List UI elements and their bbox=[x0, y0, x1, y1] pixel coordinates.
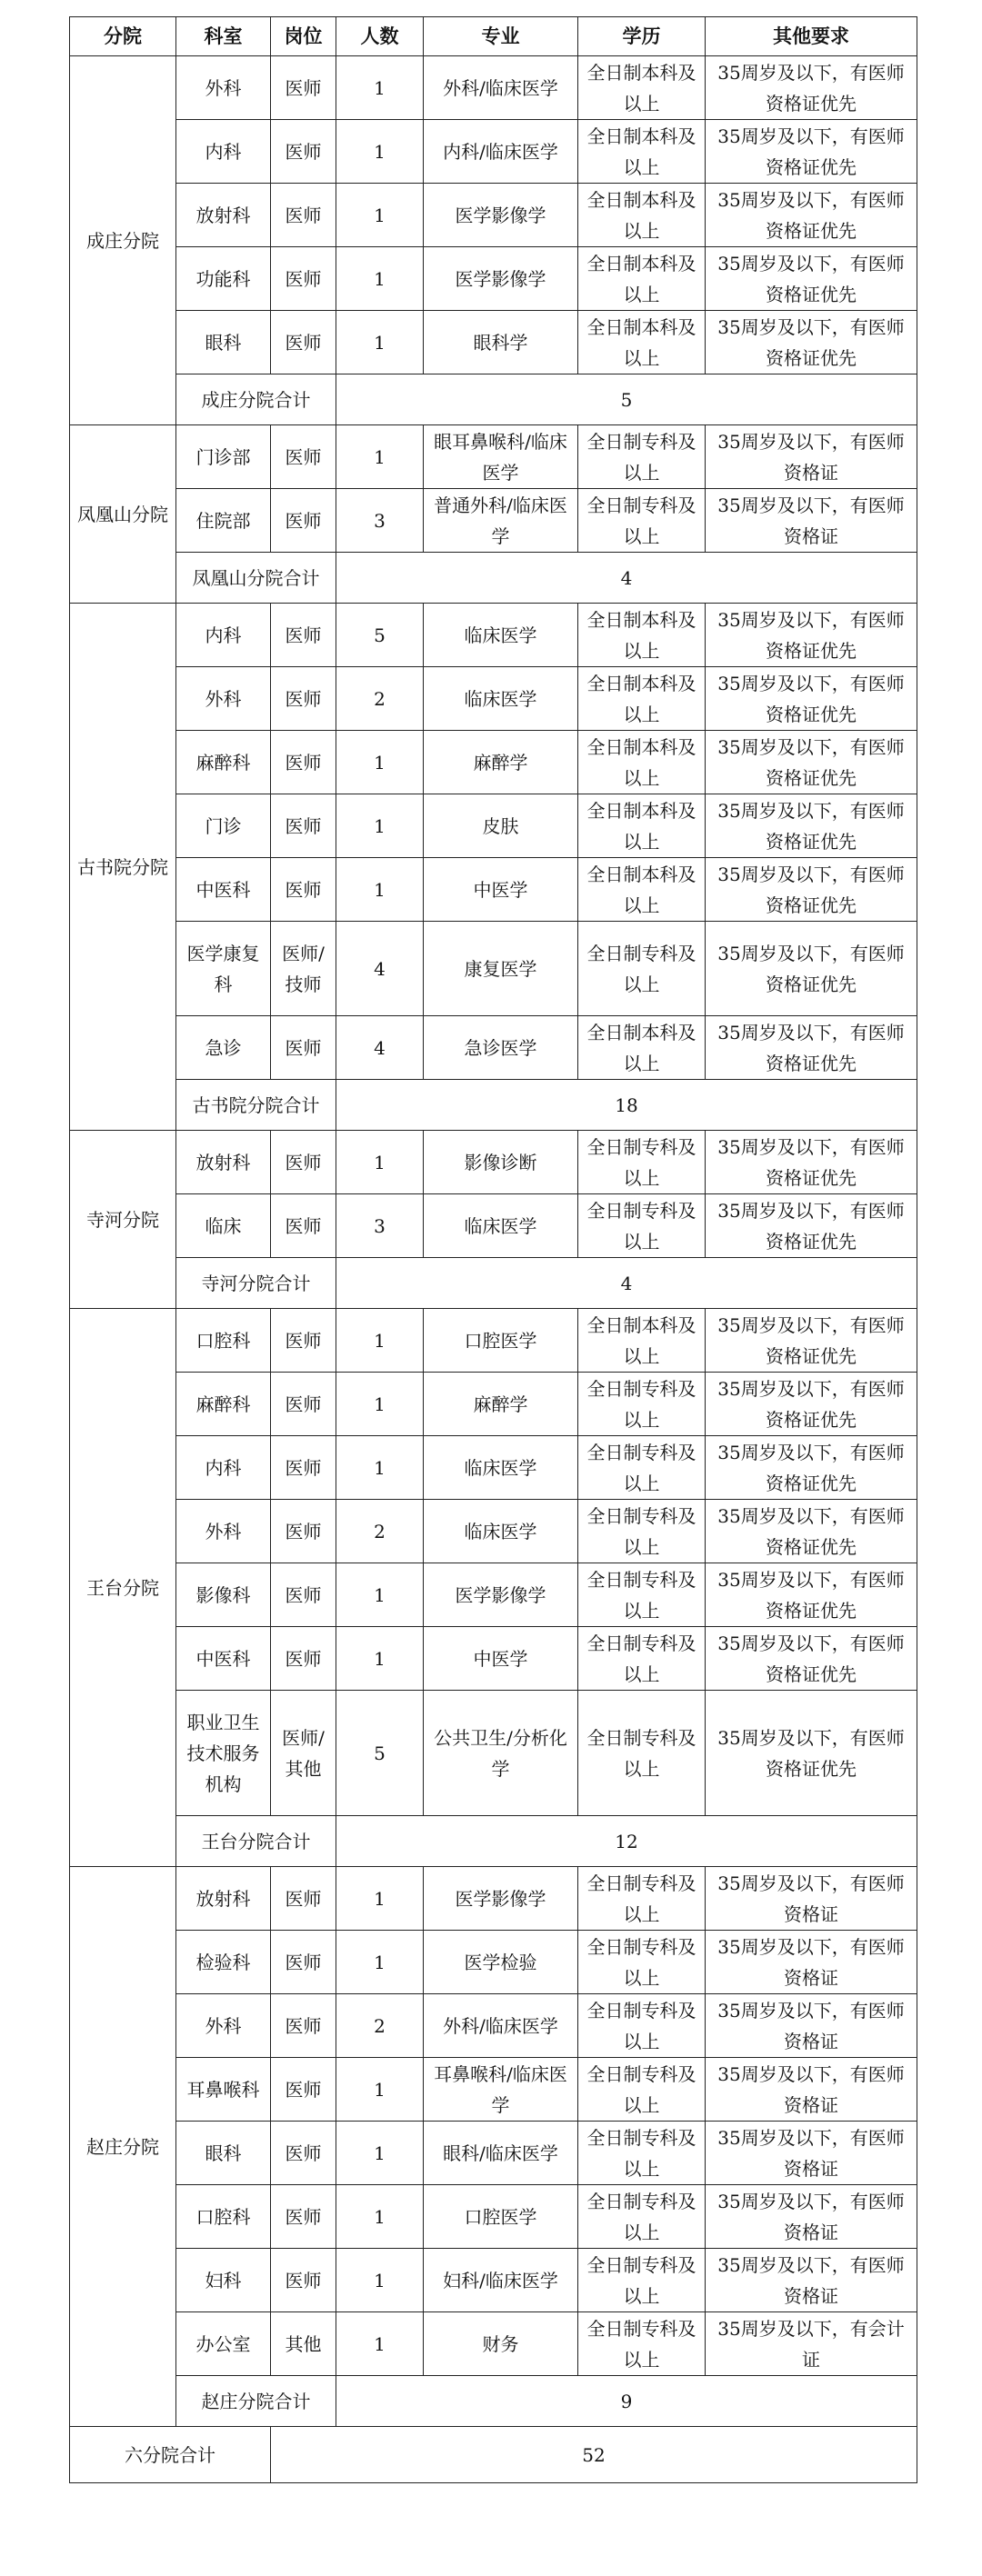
table-row bbox=[70, 2122, 917, 2185]
requirement-cell: 35周岁及以下，有医师资格证 bbox=[706, 489, 917, 553]
education-cell: 全日制专科及以上 bbox=[578, 1931, 706, 1994]
department-cell: 住院部 bbox=[176, 489, 271, 553]
count-cell: 1 bbox=[336, 1131, 424, 1194]
table-row bbox=[70, 1436, 917, 1500]
header-other-requirements: 其他要求 bbox=[706, 17, 917, 56]
table-row bbox=[70, 1691, 917, 1816]
subtotal-row bbox=[70, 1258, 917, 1309]
table-row bbox=[70, 604, 917, 667]
subtotal-label: 凤凰山分院合计 bbox=[176, 553, 336, 604]
department-cell: 职业卫生技术服务机构 bbox=[176, 1691, 271, 1816]
count-cell: 1 bbox=[336, 2249, 424, 2312]
table-row bbox=[70, 1309, 917, 1373]
department-cell: 内科 bbox=[176, 1436, 271, 1500]
branch-name-cell: 凤凰山分院 bbox=[70, 425, 176, 604]
department-cell: 放射科 bbox=[176, 1867, 271, 1931]
post-cell: 医师 bbox=[271, 1563, 336, 1627]
table-row bbox=[70, 1931, 917, 1994]
count-cell: 2 bbox=[336, 1994, 424, 2058]
education-cell: 全日制专科及以上 bbox=[578, 1994, 706, 2058]
count-cell: 1 bbox=[336, 1563, 424, 1627]
education-cell: 全日制专科及以上 bbox=[578, 1500, 706, 1563]
requirement-cell: 35周岁及以下，有医师资格证优先 bbox=[706, 1563, 917, 1627]
requirement-cell: 35周岁及以下，有医师资格证 bbox=[706, 2185, 917, 2249]
major-cell: 内科/临床医学 bbox=[424, 120, 578, 184]
post-cell: 医师 bbox=[271, 120, 336, 184]
subtotal-row bbox=[70, 374, 917, 425]
major-cell: 口腔医学 bbox=[424, 2185, 578, 2249]
post-cell: 医师 bbox=[271, 794, 336, 858]
grand-total-row bbox=[70, 2427, 917, 2483]
count-cell: 1 bbox=[336, 2122, 424, 2185]
major-cell: 口腔医学 bbox=[424, 1309, 578, 1373]
recruitment-table bbox=[69, 16, 917, 2483]
table-row bbox=[70, 120, 917, 184]
subtotal-label: 王台分院合计 bbox=[176, 1816, 336, 1867]
major-cell: 普通外科/临床医学 bbox=[424, 489, 578, 553]
count-cell: 1 bbox=[336, 1309, 424, 1373]
major-cell: 临床医学 bbox=[424, 1194, 578, 1258]
header-count: 人数 bbox=[336, 17, 424, 56]
education-cell: 全日制专科及以上 bbox=[578, 1867, 706, 1931]
post-cell: 医师 bbox=[271, 247, 336, 311]
table-row bbox=[70, 667, 917, 731]
requirement-cell: 35周岁及以下，有医师资格证优先 bbox=[706, 1691, 917, 1816]
education-cell: 全日制专科及以上 bbox=[578, 922, 706, 1016]
count-cell: 2 bbox=[336, 1500, 424, 1563]
requirement-cell: 35周岁及以下，有医师资格证 bbox=[706, 2058, 917, 2122]
requirement-cell: 35周岁及以下，有医师资格证 bbox=[706, 425, 917, 489]
count-cell: 1 bbox=[336, 311, 424, 374]
post-cell: 医师 bbox=[271, 489, 336, 553]
recruitment-table-page bbox=[69, 16, 917, 2483]
subtotal-row bbox=[70, 2376, 917, 2427]
subtotal-value: 4 bbox=[336, 553, 917, 604]
post-cell: 医师 bbox=[271, 2249, 336, 2312]
major-cell: 临床医学 bbox=[424, 667, 578, 731]
count-cell: 4 bbox=[336, 922, 424, 1016]
subtotal-row bbox=[70, 553, 917, 604]
department-cell: 口腔科 bbox=[176, 1309, 271, 1373]
department-cell: 检验科 bbox=[176, 1931, 271, 1994]
education-cell: 全日制本科及以上 bbox=[578, 794, 706, 858]
education-cell: 全日制专科及以上 bbox=[578, 2312, 706, 2376]
requirement-cell: 35周岁及以下，有会计证 bbox=[706, 2312, 917, 2376]
table-row bbox=[70, 2312, 917, 2376]
requirement-cell: 35周岁及以下，有医师资格证优先 bbox=[706, 604, 917, 667]
education-cell: 全日制专科及以上 bbox=[578, 1563, 706, 1627]
requirement-cell: 35周岁及以下，有医师资格证优先 bbox=[706, 1016, 917, 1080]
post-cell: 医师 bbox=[271, 1373, 336, 1436]
requirement-cell: 35周岁及以下，有医师资格证优先 bbox=[706, 1500, 917, 1563]
requirement-cell: 35周岁及以下，有医师资格证优先 bbox=[706, 794, 917, 858]
major-cell: 医学影像学 bbox=[424, 1563, 578, 1627]
education-cell: 全日制本科及以上 bbox=[578, 1016, 706, 1080]
post-cell: 医师 bbox=[271, 311, 336, 374]
requirement-cell: 35周岁及以下，有医师资格证 bbox=[706, 1994, 917, 2058]
department-cell: 外科 bbox=[176, 667, 271, 731]
major-cell: 麻醉学 bbox=[424, 731, 578, 794]
requirement-cell: 35周岁及以下，有医师资格证优先 bbox=[706, 858, 917, 922]
header-major: 专业 bbox=[424, 17, 578, 56]
education-cell: 全日制本科及以上 bbox=[578, 120, 706, 184]
education-cell: 全日制专科及以上 bbox=[578, 2185, 706, 2249]
post-cell: 医师 bbox=[271, 667, 336, 731]
subtotal-value: 4 bbox=[336, 1258, 917, 1309]
table-row bbox=[70, 56, 917, 120]
major-cell: 康复医学 bbox=[424, 922, 578, 1016]
grand-total-label: 六分院合计 bbox=[70, 2427, 271, 2483]
major-cell: 公共卫生/分析化学 bbox=[424, 1691, 578, 1816]
header-post: 岗位 bbox=[271, 17, 336, 56]
department-cell: 门诊部 bbox=[176, 425, 271, 489]
education-cell: 全日制本科及以上 bbox=[578, 1309, 706, 1373]
table-row bbox=[70, 2058, 917, 2122]
post-cell: 医师 bbox=[271, 604, 336, 667]
education-cell: 全日制本科及以上 bbox=[578, 858, 706, 922]
count-cell: 1 bbox=[336, 2058, 424, 2122]
count-cell: 3 bbox=[336, 1194, 424, 1258]
department-cell: 麻醉科 bbox=[176, 731, 271, 794]
education-cell: 全日制专科及以上 bbox=[578, 1627, 706, 1691]
department-cell: 外科 bbox=[176, 1994, 271, 2058]
table-row bbox=[70, 2185, 917, 2249]
post-cell: 医师 bbox=[271, 731, 336, 794]
count-cell: 1 bbox=[336, 858, 424, 922]
education-cell: 全日制专科及以上 bbox=[578, 2058, 706, 2122]
subtotal-label: 寺河分院合计 bbox=[176, 1258, 336, 1309]
education-cell: 全日制本科及以上 bbox=[578, 731, 706, 794]
requirement-cell: 35周岁及以下，有医师资格证 bbox=[706, 1867, 917, 1931]
table-row bbox=[70, 1627, 917, 1691]
department-cell: 门诊 bbox=[176, 794, 271, 858]
count-cell: 3 bbox=[336, 489, 424, 553]
post-cell: 医师 bbox=[271, 1016, 336, 1080]
header-department: 科室 bbox=[176, 17, 271, 56]
major-cell: 外科/临床医学 bbox=[424, 56, 578, 120]
education-cell: 全日制本科及以上 bbox=[578, 667, 706, 731]
post-cell: 医师 bbox=[271, 1931, 336, 1994]
post-cell: 医师 bbox=[271, 2058, 336, 2122]
major-cell: 急诊医学 bbox=[424, 1016, 578, 1080]
table-row bbox=[70, 311, 917, 374]
department-cell: 内科 bbox=[176, 120, 271, 184]
header-row bbox=[70, 17, 917, 56]
requirement-cell: 35周岁及以下，有医师资格证 bbox=[706, 2122, 917, 2185]
table-row bbox=[70, 1131, 917, 1194]
education-cell: 全日制专科及以上 bbox=[578, 1131, 706, 1194]
count-cell: 1 bbox=[336, 184, 424, 247]
table-row bbox=[70, 1016, 917, 1080]
education-cell: 全日制专科及以上 bbox=[578, 1691, 706, 1816]
table-row bbox=[70, 184, 917, 247]
branch-name-cell: 成庄分院 bbox=[70, 56, 176, 425]
requirement-cell: 35周岁及以下，有医师资格证优先 bbox=[706, 922, 917, 1016]
major-cell: 医学检验 bbox=[424, 1931, 578, 1994]
education-cell: 全日制专科及以上 bbox=[578, 1194, 706, 1258]
count-cell: 1 bbox=[336, 731, 424, 794]
count-cell: 1 bbox=[336, 120, 424, 184]
major-cell: 临床医学 bbox=[424, 1436, 578, 1500]
table-row bbox=[70, 922, 917, 1016]
requirement-cell: 35周岁及以下，有医师资格证 bbox=[706, 2249, 917, 2312]
department-cell: 眼科 bbox=[176, 2122, 271, 2185]
major-cell: 外科/临床医学 bbox=[424, 1994, 578, 2058]
post-cell: 医师 bbox=[271, 1194, 336, 1258]
table-row bbox=[70, 1867, 917, 1931]
education-cell: 全日制本科及以上 bbox=[578, 604, 706, 667]
department-cell: 办公室 bbox=[176, 2312, 271, 2376]
table-row bbox=[70, 2249, 917, 2312]
count-cell: 1 bbox=[336, 1931, 424, 1994]
table-row bbox=[70, 1994, 917, 2058]
count-cell: 1 bbox=[336, 2312, 424, 2376]
department-cell: 功能科 bbox=[176, 247, 271, 311]
major-cell: 眼耳鼻喉科/临床医学 bbox=[424, 425, 578, 489]
major-cell: 妇科/临床医学 bbox=[424, 2249, 578, 2312]
major-cell: 财务 bbox=[424, 2312, 578, 2376]
table-row bbox=[70, 858, 917, 922]
count-cell: 2 bbox=[336, 667, 424, 731]
branch-name-cell: 赵庄分院 bbox=[70, 1867, 176, 2427]
education-cell: 全日制专科及以上 bbox=[578, 1373, 706, 1436]
major-cell: 影像诊断 bbox=[424, 1131, 578, 1194]
post-cell: 医师/技师 bbox=[271, 922, 336, 1016]
major-cell: 耳鼻喉科/临床医学 bbox=[424, 2058, 578, 2122]
count-cell: 1 bbox=[336, 56, 424, 120]
requirement-cell: 35周岁及以下，有医师资格证优先 bbox=[706, 247, 917, 311]
major-cell: 临床医学 bbox=[424, 604, 578, 667]
post-cell: 医师 bbox=[271, 2185, 336, 2249]
requirement-cell: 35周岁及以下，有医师资格证优先 bbox=[706, 120, 917, 184]
table-row bbox=[70, 425, 917, 489]
requirement-cell: 35周岁及以下，有医师资格证优先 bbox=[706, 1436, 917, 1500]
department-cell: 外科 bbox=[176, 1500, 271, 1563]
post-cell: 医师 bbox=[271, 1500, 336, 1563]
department-cell: 急诊 bbox=[176, 1016, 271, 1080]
major-cell: 眼科/临床医学 bbox=[424, 2122, 578, 2185]
major-cell: 临床医学 bbox=[424, 1500, 578, 1563]
post-cell: 其他 bbox=[271, 2312, 336, 2376]
branch-name-cell: 古书院分院 bbox=[70, 604, 176, 1131]
post-cell: 医师 bbox=[271, 1994, 336, 2058]
major-cell: 眼科学 bbox=[424, 311, 578, 374]
education-cell: 全日制本科及以上 bbox=[578, 184, 706, 247]
count-cell: 1 bbox=[336, 1436, 424, 1500]
table-row bbox=[70, 489, 917, 553]
post-cell: 医师/其他 bbox=[271, 1691, 336, 1816]
requirement-cell: 35周岁及以下，有医师资格证优先 bbox=[706, 311, 917, 374]
major-cell: 医学影像学 bbox=[424, 184, 578, 247]
table-row bbox=[70, 731, 917, 794]
requirement-cell: 35周岁及以下，有医师资格证优先 bbox=[706, 56, 917, 120]
major-cell: 医学影像学 bbox=[424, 1867, 578, 1931]
department-cell: 放射科 bbox=[176, 184, 271, 247]
requirement-cell: 35周岁及以下，有医师资格证优先 bbox=[706, 667, 917, 731]
branch-name-cell: 王台分院 bbox=[70, 1309, 176, 1867]
department-cell: 眼科 bbox=[176, 311, 271, 374]
count-cell: 1 bbox=[336, 794, 424, 858]
branch-name-cell: 寺河分院 bbox=[70, 1131, 176, 1309]
department-cell: 口腔科 bbox=[176, 2185, 271, 2249]
grand-total-value: 52 bbox=[271, 2427, 917, 2483]
department-cell: 影像科 bbox=[176, 1563, 271, 1627]
table-row bbox=[70, 1373, 917, 1436]
education-cell: 全日制专科及以上 bbox=[578, 1436, 706, 1500]
department-cell: 妇科 bbox=[176, 2249, 271, 2312]
requirement-cell: 35周岁及以下，有医师资格证 bbox=[706, 1931, 917, 1994]
post-cell: 医师 bbox=[271, 184, 336, 247]
education-cell: 全日制专科及以上 bbox=[578, 2249, 706, 2312]
subtotal-value: 5 bbox=[336, 374, 917, 425]
education-cell: 全日制本科及以上 bbox=[578, 247, 706, 311]
subtotal-label: 古书院分院合计 bbox=[176, 1080, 336, 1131]
major-cell: 皮肤 bbox=[424, 794, 578, 858]
count-cell: 1 bbox=[336, 1373, 424, 1436]
subtotal-label: 赵庄分院合计 bbox=[176, 2376, 336, 2427]
major-cell: 麻醉学 bbox=[424, 1373, 578, 1436]
header-education: 学历 bbox=[578, 17, 706, 56]
subtotal-row bbox=[70, 1816, 917, 1867]
post-cell: 医师 bbox=[271, 56, 336, 120]
post-cell: 医师 bbox=[271, 1436, 336, 1500]
subtotal-label: 成庄分院合计 bbox=[176, 374, 336, 425]
department-cell: 中医科 bbox=[176, 858, 271, 922]
post-cell: 医师 bbox=[271, 2122, 336, 2185]
subtotal-value: 18 bbox=[336, 1080, 917, 1131]
table-body bbox=[70, 56, 917, 2483]
requirement-cell: 35周岁及以下，有医师资格证优先 bbox=[706, 1131, 917, 1194]
department-cell: 放射科 bbox=[176, 1131, 271, 1194]
requirement-cell: 35周岁及以下，有医师资格证优先 bbox=[706, 1373, 917, 1436]
requirement-cell: 35周岁及以下，有医师资格证优先 bbox=[706, 731, 917, 794]
subtotal-value: 9 bbox=[336, 2376, 917, 2427]
subtotal-row bbox=[70, 1080, 917, 1131]
requirement-cell: 35周岁及以下，有医师资格证优先 bbox=[706, 1627, 917, 1691]
count-cell: 1 bbox=[336, 247, 424, 311]
table-row bbox=[70, 794, 917, 858]
requirement-cell: 35周岁及以下，有医师资格证优先 bbox=[706, 184, 917, 247]
education-cell: 全日制本科及以上 bbox=[578, 311, 706, 374]
post-cell: 医师 bbox=[271, 858, 336, 922]
table-row bbox=[70, 1563, 917, 1627]
count-cell: 4 bbox=[336, 1016, 424, 1080]
subtotal-value: 12 bbox=[336, 1816, 917, 1867]
count-cell: 5 bbox=[336, 1691, 424, 1816]
major-cell: 医学影像学 bbox=[424, 247, 578, 311]
post-cell: 医师 bbox=[271, 1627, 336, 1691]
count-cell: 1 bbox=[336, 1867, 424, 1931]
table-row bbox=[70, 1194, 917, 1258]
table-row bbox=[70, 247, 917, 311]
education-cell: 全日制专科及以上 bbox=[578, 425, 706, 489]
department-cell: 临床 bbox=[176, 1194, 271, 1258]
requirement-cell: 35周岁及以下，有医师资格证优先 bbox=[706, 1194, 917, 1258]
table-row bbox=[70, 1500, 917, 1563]
post-cell: 医师 bbox=[271, 425, 336, 489]
post-cell: 医师 bbox=[271, 1309, 336, 1373]
post-cell: 医师 bbox=[271, 1867, 336, 1931]
post-cell: 医师 bbox=[271, 1131, 336, 1194]
department-cell: 耳鼻喉科 bbox=[176, 2058, 271, 2122]
education-cell: 全日制专科及以上 bbox=[578, 489, 706, 553]
major-cell: 中医学 bbox=[424, 1627, 578, 1691]
requirement-cell: 35周岁及以下，有医师资格证优先 bbox=[706, 1309, 917, 1373]
header-branch: 分院 bbox=[70, 17, 176, 56]
department-cell: 外科 bbox=[176, 56, 271, 120]
count-cell: 1 bbox=[336, 2185, 424, 2249]
count-cell: 1 bbox=[336, 1627, 424, 1691]
department-cell: 麻醉科 bbox=[176, 1373, 271, 1436]
department-cell: 医学康复科 bbox=[176, 922, 271, 1016]
count-cell: 5 bbox=[336, 604, 424, 667]
count-cell: 1 bbox=[336, 425, 424, 489]
major-cell: 中医学 bbox=[424, 858, 578, 922]
department-cell: 中医科 bbox=[176, 1627, 271, 1691]
education-cell: 全日制专科及以上 bbox=[578, 2122, 706, 2185]
education-cell: 全日制本科及以上 bbox=[578, 56, 706, 120]
department-cell: 内科 bbox=[176, 604, 271, 667]
